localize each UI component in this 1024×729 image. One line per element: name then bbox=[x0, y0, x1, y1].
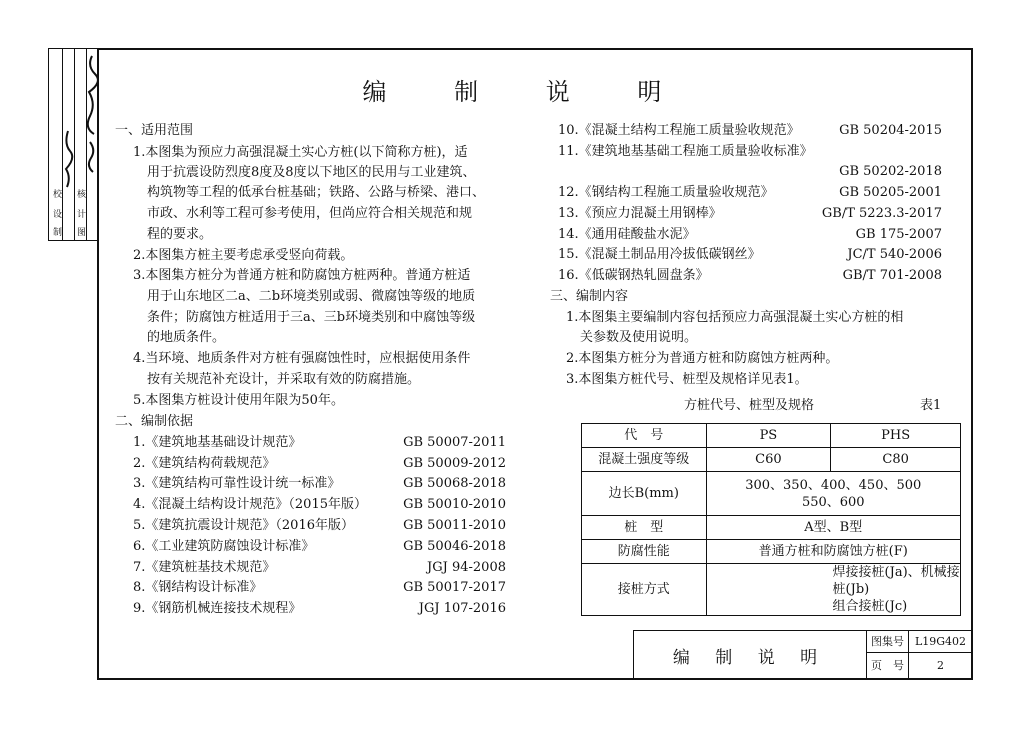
table-header-cell: 代 号 bbox=[582, 424, 707, 448]
table-row bbox=[582, 448, 961, 472]
text-line: 市政、水利等工程可参考使用，但尚应符合相关规范和规 bbox=[147, 206, 473, 221]
side-label: 校 bbox=[51, 189, 61, 198]
text-line: 构筑物等工程的低承台桩基础；铁路、公路与桥梁、港口、 bbox=[147, 185, 486, 200]
text-line: 4.当环境、地质条件对方桩有强腐蚀性时，应根据使用条件 bbox=[133, 351, 471, 366]
atlas-number: L19G402 bbox=[909, 631, 972, 653]
text-line: 的地质条件。 bbox=[147, 330, 226, 345]
reference-code: GB 50017-2017 bbox=[403, 580, 506, 595]
table-cell: 边长B(mm) bbox=[582, 472, 707, 516]
reference-name: 8.《钢结构设计标准》 bbox=[133, 580, 263, 595]
side-label: 核 bbox=[75, 189, 85, 198]
side-label: 设 bbox=[51, 209, 61, 218]
reference-name: 2.《建筑结构荷载规范》 bbox=[133, 456, 276, 471]
table-cell bbox=[706, 564, 960, 616]
table-number: 表1 bbox=[920, 398, 942, 413]
text-line: 3.本图集方桩代号、桩型及规格详见表1。 bbox=[566, 372, 808, 387]
reference-code: GB 175-2007 bbox=[855, 227, 942, 242]
reference-code: GB 50009-2012 bbox=[403, 456, 506, 471]
reference-name: 12.《钢结构工程施工质量验收规范》 bbox=[558, 185, 774, 200]
table-row bbox=[582, 516, 961, 540]
reference-code: GB 50205-2001 bbox=[839, 185, 942, 200]
table-cell: C80 bbox=[831, 448, 961, 472]
reference-name: 16.《低碳钢热轧圆盘条》 bbox=[558, 268, 709, 283]
reference-code: GB 50007-2011 bbox=[403, 435, 506, 450]
atlas-label: 图集号 bbox=[867, 631, 909, 653]
page-title: 编 制 说 明 bbox=[362, 78, 692, 106]
text-line: 1.本图集为预应力高强混凝土实心方桩(以下简称方桩)，适 bbox=[133, 145, 468, 160]
reference-name: 6.《工业建筑防腐蚀设计标准》 bbox=[133, 539, 315, 554]
side-label: 制 bbox=[51, 227, 61, 236]
table-header-cell: PS bbox=[706, 424, 831, 448]
reference-name: 11.《建筑地基基础工程施工质量验收标准》 bbox=[558, 144, 813, 159]
reference-code: GB 50204-2015 bbox=[839, 123, 942, 138]
side-label: 图 bbox=[75, 227, 85, 236]
page-label: 页 号 bbox=[867, 653, 909, 679]
reference-code: GB/T 5223.3-2017 bbox=[821, 206, 942, 221]
signature-mark bbox=[62, 129, 74, 189]
text-line: 2.本图集方桩主要考虑承受竖向荷载。 bbox=[133, 248, 354, 263]
table-header-cell: PHS bbox=[831, 424, 961, 448]
reference-name: 13.《预应力混凝土用钢棒》 bbox=[558, 206, 722, 221]
table-row bbox=[582, 472, 961, 516]
table-cell bbox=[706, 472, 960, 516]
table-caption: 方桩代号、桩型及规格 bbox=[684, 398, 815, 413]
text-line: 1.本图集主要编制内容包括预应力高强混凝土实心方桩的相 bbox=[566, 310, 904, 325]
table-cell: 普通方桩和防腐蚀方桩(F) bbox=[706, 540, 960, 564]
text-line: 5.本图集方桩设计使用年限为50年。 bbox=[133, 393, 344, 408]
reference-name: 1.《建筑地基基础设计规范》 bbox=[133, 435, 302, 450]
reference-code: GB 50046-2018 bbox=[403, 539, 506, 554]
table-cell: C60 bbox=[706, 448, 831, 472]
section-heading: 二、编制依据 bbox=[115, 414, 194, 429]
text-line: 程的要求。 bbox=[147, 227, 213, 242]
page-number: 2 bbox=[937, 659, 944, 672]
table-row bbox=[582, 424, 961, 448]
text-line: 条件；防腐蚀方桩适用于三a、三b环境类别和中腐蚀等级 bbox=[147, 310, 476, 325]
reference-code: JGJ 107-2016 bbox=[418, 601, 506, 616]
title-block-title: 编 制 说 明 bbox=[634, 631, 867, 680]
table-cell-line: 焊接接桩(Ja)、机械接桩(Jb) bbox=[832, 565, 960, 597]
section-heading: 三、编制内容 bbox=[550, 289, 629, 304]
reference-code: JGJ 94-2008 bbox=[427, 560, 506, 575]
reference-name: 4.《混凝土结构设计规范》（2015年版） bbox=[133, 497, 367, 512]
table-cell: 桩 型 bbox=[582, 516, 707, 540]
text-line: 用于山东地区二a、二b环境类别或弱、微腐蚀等级的地质 bbox=[147, 289, 476, 304]
table-cell-line: 300、350、400、450、500 bbox=[745, 477, 922, 493]
text-line: 2.本图集方桩分为普通方桩和防腐蚀方桩两种。 bbox=[566, 351, 839, 366]
table-cell: A型、B型 bbox=[706, 516, 960, 540]
table-row bbox=[582, 564, 961, 616]
reference-name: 7.《建筑桩基技术规范》 bbox=[133, 560, 276, 575]
reference-code: JC/T 540-2006 bbox=[847, 247, 942, 262]
table-cell-line: 组合接桩(Jc) bbox=[832, 599, 908, 614]
reference-name: 3.《建筑结构可靠性设计统一标准》 bbox=[133, 476, 341, 491]
reference-code: GB/T 701-2008 bbox=[842, 268, 942, 283]
side-label: 计 bbox=[75, 209, 85, 218]
reference-name: 15.《混凝土制品用冷拔低碳钢丝》 bbox=[558, 247, 761, 262]
reference-code: GB 50010-2010 bbox=[403, 497, 506, 512]
reference-code: GB 50011-2010 bbox=[403, 518, 506, 533]
reference-name: 5.《建筑抗震设计规范》（2016年版） bbox=[133, 518, 354, 533]
section-heading: 一、适用范围 bbox=[115, 123, 194, 138]
text-line: 按有关规范补充设计，并采取有效的防腐措施。 bbox=[147, 372, 421, 387]
reference-code: GB 50202-2018 bbox=[839, 164, 942, 179]
table-cell: 接桩方式 bbox=[582, 564, 707, 616]
spec-table bbox=[581, 423, 961, 616]
text-line: 用于抗震设防烈度8度及8度以下地区的民用与工业建筑、 bbox=[147, 165, 476, 180]
title-block bbox=[633, 630, 973, 680]
table-cell: 混凝土强度等级 bbox=[582, 448, 707, 472]
reference-name: 9.《钢筋机械连接技术规程》 bbox=[133, 601, 302, 616]
reference-name: 14.《通用硅酸盐水泥》 bbox=[558, 227, 696, 242]
table-row bbox=[582, 540, 961, 564]
table-cell-line: 550、600 bbox=[801, 494, 865, 510]
text-line: 关参数及使用说明。 bbox=[580, 330, 698, 345]
text-line: 3.本图集方桩分为普通方桩和防腐蚀方桩两种。普通方桩适 bbox=[133, 268, 471, 283]
table-cell: 防腐性能 bbox=[582, 540, 707, 564]
reference-code: GB 50068-2018 bbox=[403, 476, 506, 491]
reference-name: 10.《混凝土结构工程施工质量验收规范》 bbox=[558, 123, 800, 138]
